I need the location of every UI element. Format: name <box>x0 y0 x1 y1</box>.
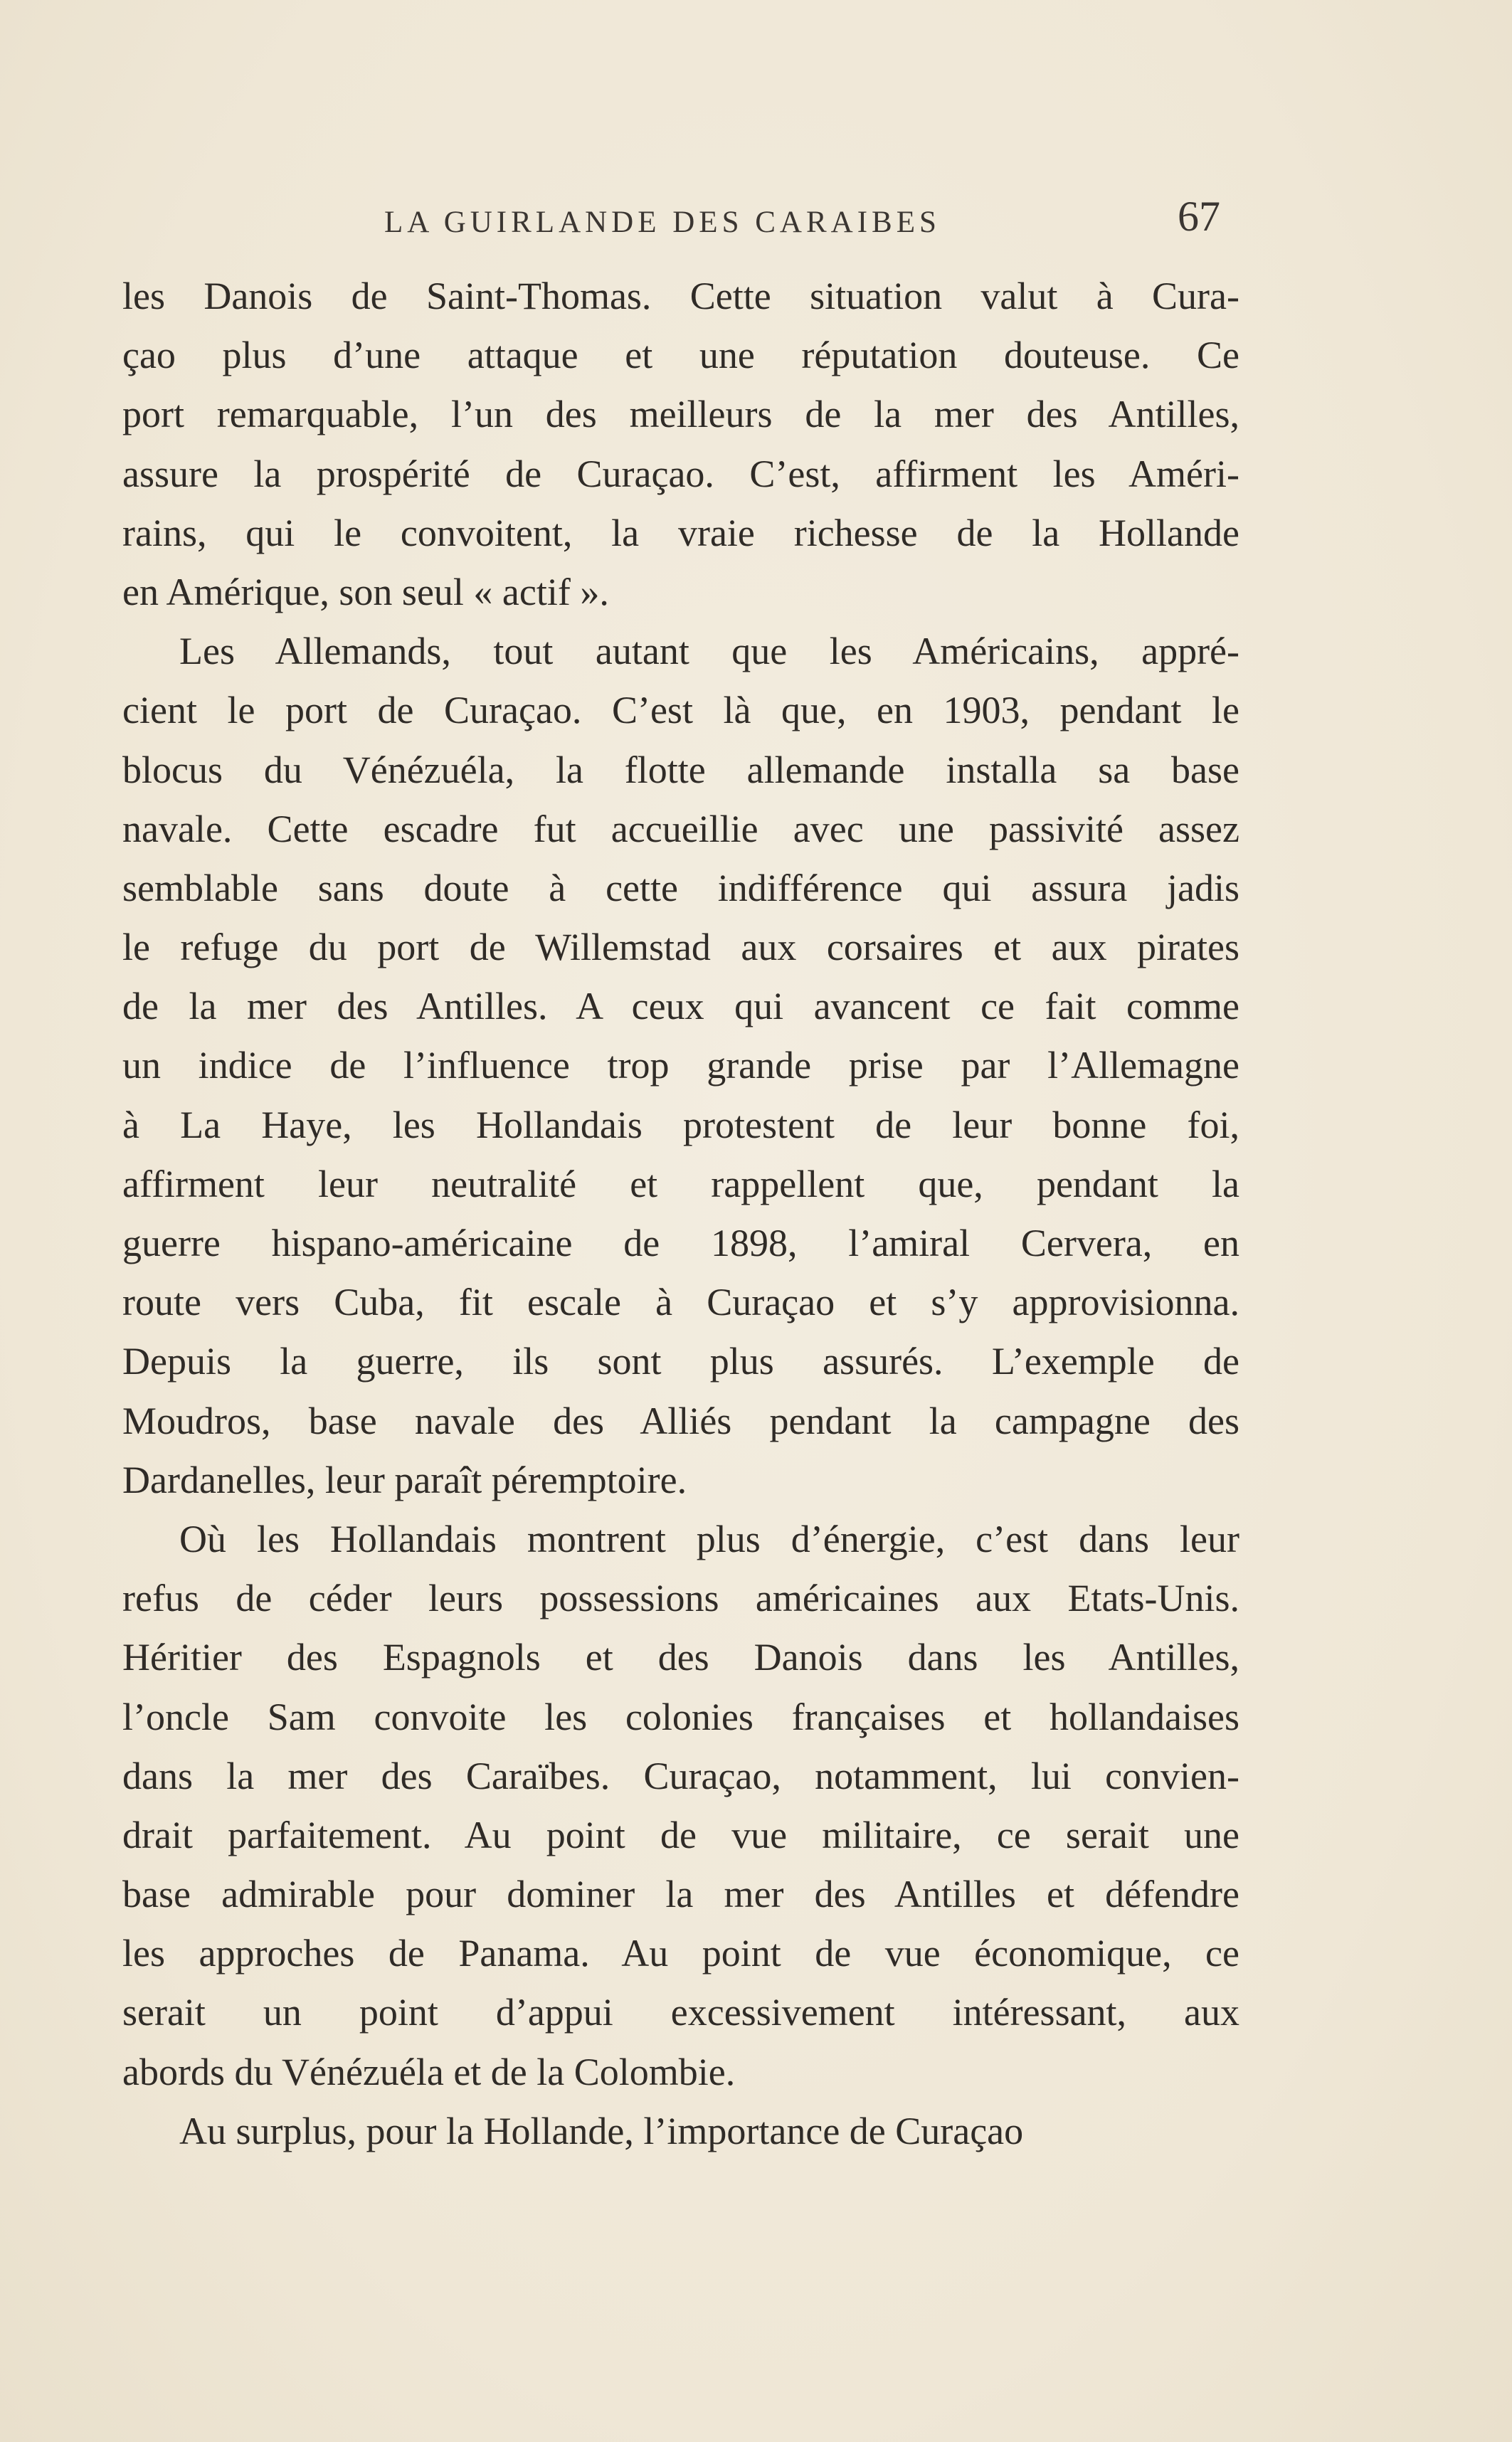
text-line: Les Allemands, tout autant que les Américains, appré- <box>179 630 1239 673</box>
text-line: semblable sans doute à cette indifférence qui assura jadis <box>122 866 1239 909</box>
text-line: de la mer des Antilles. A ceux qui avancent ce fait comme <box>122 985 1239 1028</box>
text-line: les approches de Panama. Au point de vue économique, ce <box>122 1932 1239 1975</box>
text-line: dans la mer des Caraïbes. Curaçao, notamment, lui convien- <box>122 1754 1239 1797</box>
text-line: blocus du Vénézuéla, la flotte allemande installa sa base <box>122 748 1239 791</box>
text-line: serait un point d’appui excessivement intéressant, aux <box>122 1991 1239 2034</box>
text-line: drait parfaitement. Au point de vue militaire, ce serait une <box>122 1813 1239 1856</box>
text-line: base admirable pour dominer la mer des Antilles et défendre <box>122 1873 1239 1916</box>
text-line: Où les Hollandais montrent plus d’énergie, c’est dans leur <box>179 1517 1239 1560</box>
text-line: navale. Cette escadre fut accueillie avec une passivité assez <box>122 807 1239 850</box>
text-line: Dardanelles, leur paraît péremptoire. <box>122 1458 687 1501</box>
text-line: affirment leur neutralité et rappellent que, pendant la <box>122 1162 1239 1205</box>
text-line: Depuis la guerre, ils sont plus assurés. L’exemple de <box>122 1340 1239 1383</box>
text-line: port remarquable, l’un des meilleurs de la mer des Antilles, <box>122 393 1239 436</box>
text-line: refus de céder leurs possessions américaines aux Etats-Unis. <box>122 1577 1239 1620</box>
text-line: route vers Cuba, fit escale à Curaçao et s’y approvisionna. <box>122 1281 1239 1324</box>
text-line: abords du Vénézuéla et de la Colombie. <box>122 2050 736 2093</box>
text-line: Héritier des Espagnols et des Danois dans les Antilles, <box>122 1636 1239 1679</box>
text-line: guerre hispano-américaine de 1898, l’amiral Cervera, en <box>122 1222 1239 1264</box>
page-number: 67 <box>1178 193 1220 240</box>
text-line: cient le port de Curaçao. C’est là que, en 1903, pendant le <box>122 689 1239 732</box>
text-line: l’oncle Sam convoite les colonies françaises et hollandaises <box>122 1695 1239 1738</box>
body-text <box>122 267 1239 2161</box>
text-line: le refuge du port de Willemstad aux corsaires et aux pirates <box>122 926 1239 969</box>
text-line: les Danois de Saint-Thomas. Cette situation valut à Cura- <box>122 275 1239 317</box>
text-line: assure la prospérité de Curaçao. C’est, affirment les Améri- <box>122 452 1239 495</box>
running-title: LA GUIRLANDE DES CARAIBES <box>384 206 941 239</box>
text-line: Moudros, base navale des Alliés pendant la campagne des <box>122 1399 1239 1442</box>
text-line: à La Haye, les Hollandais protestent de leur bonne foi, <box>122 1103 1239 1146</box>
text-line: Au surplus, pour la Hollande, l’importance de Curaçao <box>179 2109 1024 2152</box>
text-line: çao plus d’une attaque et une réputation douteuse. Ce <box>122 334 1239 377</box>
text-line: un indice de l’influence trop grande prise par l’Allemagne <box>122 1044 1239 1087</box>
text-line: en Amérique, son seul « actif ». <box>122 570 609 613</box>
text-line: rains, qui le convoitent, la vraie richesse de la Hollande <box>122 511 1239 554</box>
running-header <box>0 192 1512 249</box>
